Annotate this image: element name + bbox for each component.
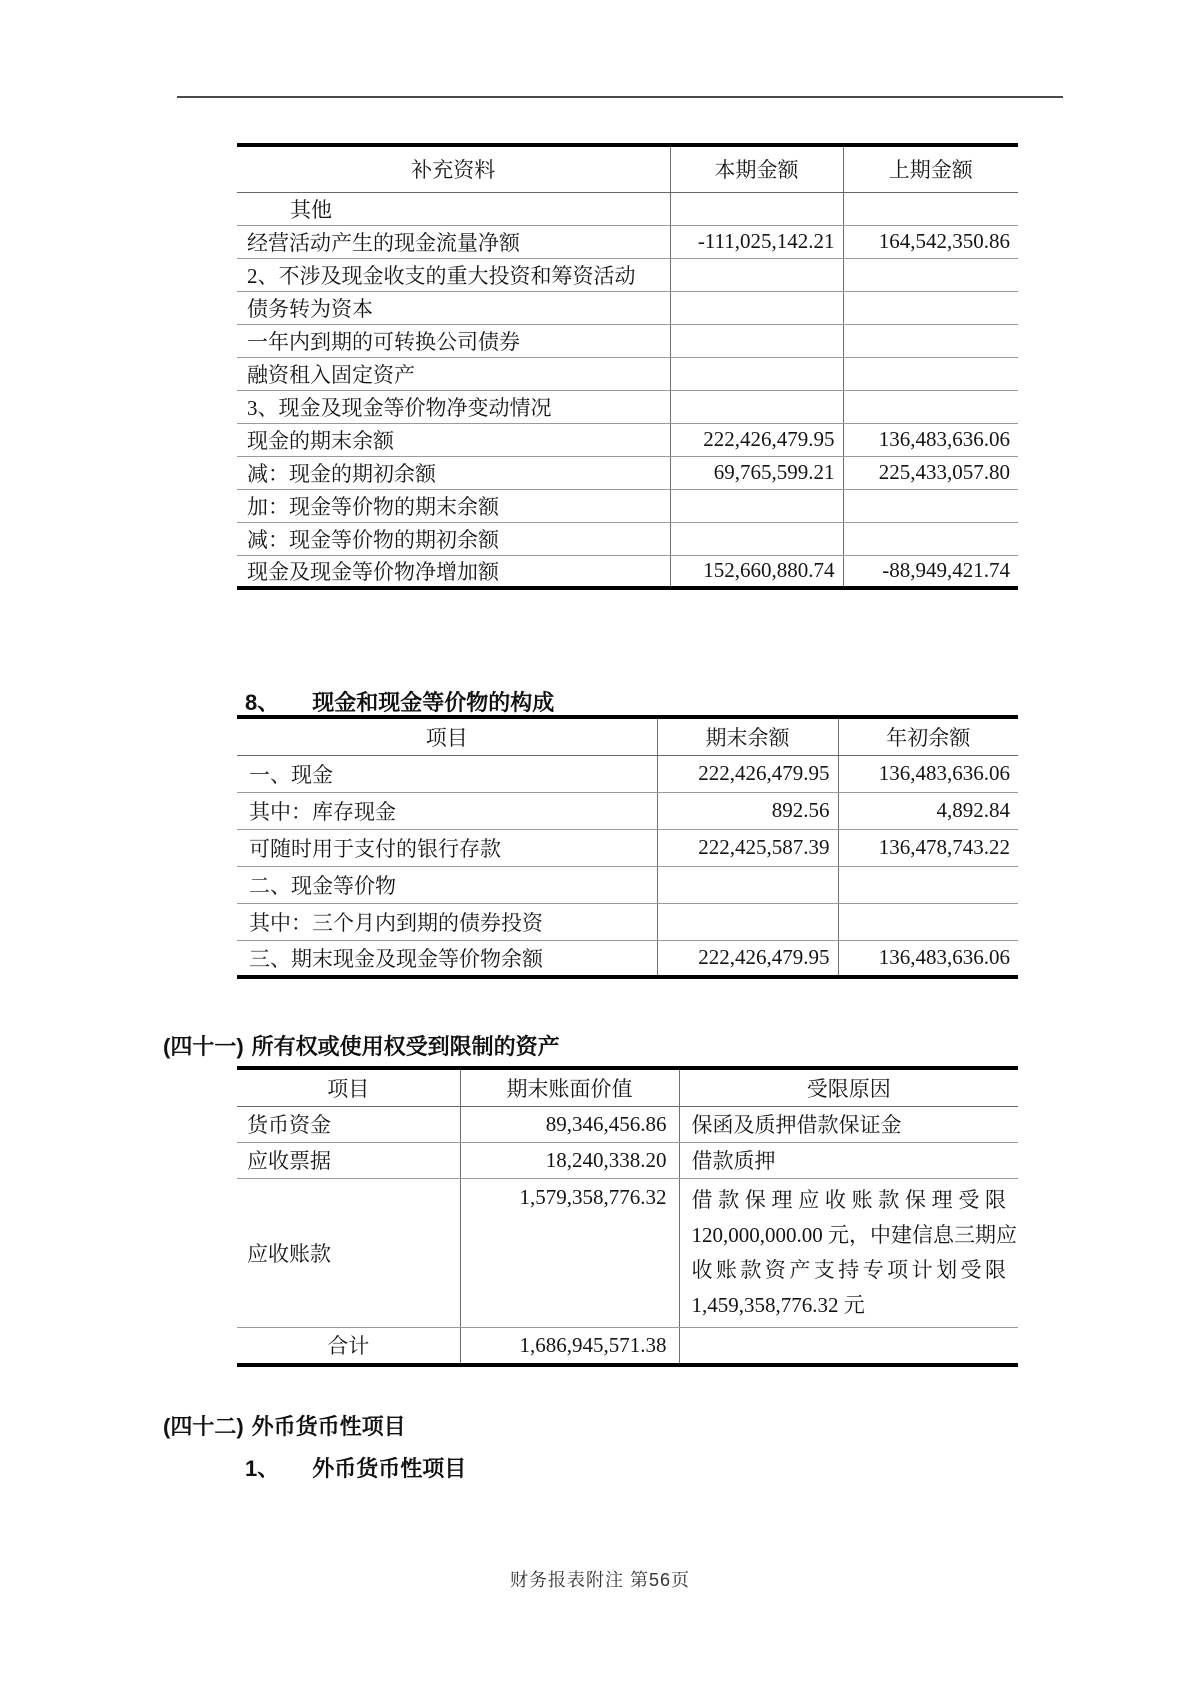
- table-row: [237, 1106, 1018, 1142]
- table-row: [237, 390, 1018, 423]
- cash-composition-table: [237, 715, 1018, 979]
- table-row: [237, 258, 1018, 291]
- table-row: [237, 792, 1018, 829]
- column-header: 补充资料: [237, 145, 670, 192]
- table-row: [237, 456, 1018, 489]
- current-amount: [670, 192, 843, 225]
- table-row: [237, 192, 1018, 225]
- prior-amount: 225,433,057.80: [843, 456, 1018, 489]
- current-amount: 222,426,479.95: [670, 423, 843, 456]
- section-heading-42: [163, 1410, 406, 1441]
- supplementary-info-table: [237, 143, 1018, 590]
- prior-amount: [843, 192, 1018, 225]
- current-amount: [670, 258, 843, 291]
- row-label: 债务转为资本: [237, 291, 670, 324]
- table-row: [237, 755, 1018, 792]
- prior-amount: [843, 291, 1018, 324]
- subsection-number: 1、: [245, 1456, 280, 1481]
- current-amount: [670, 390, 843, 423]
- beginning-balance: [838, 903, 1018, 940]
- prior-amount: [843, 357, 1018, 390]
- current-amount: [670, 489, 843, 522]
- table-row: [237, 940, 1018, 977]
- table-row: [237, 291, 1018, 324]
- section-number: 8、: [245, 690, 280, 715]
- row-label: 融资租入固定资产: [237, 357, 670, 390]
- row-label: 减：现金的期初余额: [237, 456, 670, 489]
- table-row: [237, 555, 1018, 588]
- row-label: 现金的期末余额: [237, 423, 670, 456]
- book-value: 1,579,358,776.32: [460, 1178, 679, 1327]
- prior-amount: 136,483,636.06: [843, 423, 1018, 456]
- book-value: 18,240,338.20: [460, 1142, 679, 1178]
- row-label: 可随时用于支付的银行存款: [237, 829, 657, 866]
- column-header: 本期金额: [670, 145, 843, 192]
- restriction-reason: [679, 1178, 1018, 1327]
- ending-balance: 222,426,479.95: [657, 755, 838, 792]
- table-row: [237, 866, 1018, 903]
- subsection-heading-42-1: [245, 1452, 466, 1483]
- prior-amount: 164,542,350.86: [843, 225, 1018, 258]
- ending-balance: 222,426,479.95: [657, 940, 838, 977]
- total-label: 合计: [327, 1334, 370, 1359]
- row-label: 其他: [237, 192, 670, 225]
- table-total-row: [237, 1327, 1018, 1365]
- table-header-row: [237, 1068, 1018, 1106]
- restricted-assets-table: [237, 1066, 1018, 1367]
- reason-text-line: 收账款资产支持专项计划受限: [691, 1257, 1006, 1282]
- row-label: 三、期末现金及现金等价物余额: [249, 946, 543, 971]
- book-value: 89,346,456.86: [460, 1106, 679, 1142]
- column-header: 项目: [237, 1068, 460, 1106]
- row-label: 3、现金及现金等价物净变动情况: [237, 390, 670, 423]
- table-row: [237, 829, 1018, 866]
- table-row: [237, 324, 1018, 357]
- row-label: 2、不涉及现金收支的重大投资和筹资活动: [237, 258, 670, 291]
- row-label: 减：现金等价物的期初余额: [237, 522, 670, 555]
- table-row: [237, 522, 1018, 555]
- section-title: 所有权或使用权受到限制的资产: [251, 1034, 560, 1059]
- row-label: 其中：库存现金: [237, 792, 657, 829]
- row-label: 一、现金: [237, 755, 657, 792]
- column-header: 年初余额: [838, 717, 1018, 755]
- beginning-balance: 136,483,636.06: [838, 940, 1018, 977]
- table-row: [237, 357, 1018, 390]
- table-row: [237, 489, 1018, 522]
- table-header-row: [237, 717, 1018, 755]
- table-row: [237, 423, 1018, 456]
- section-number: (四十二): [163, 1414, 244, 1439]
- row-label: 加：现金等价物的期末余额: [237, 489, 670, 522]
- section-title: 现金和现金等价物的构成: [312, 690, 555, 715]
- reason-text-line: 120,000,000.00 元，中建信息三期应: [691, 1222, 1017, 1247]
- beginning-balance: 136,478,743.22: [838, 829, 1018, 866]
- current-amount: -111,025,142.21: [670, 225, 843, 258]
- column-header: 项目: [237, 717, 657, 755]
- restriction-reason: 保函及质押借款保证金: [679, 1106, 1018, 1142]
- row-label: 货币资金: [237, 1106, 460, 1142]
- row-label: 一年内到期的可转换公司债券: [237, 324, 670, 357]
- row-label: 二、现金等价物: [237, 866, 657, 903]
- prior-amount: -88,949,421.74: [843, 555, 1018, 588]
- subsection-title: 外币货币性项目: [312, 1456, 467, 1481]
- current-amount: 152,660,880.74: [670, 555, 843, 588]
- current-amount: [670, 522, 843, 555]
- page-footer: 财务报表附注 第56页: [509, 1570, 691, 1590]
- column-header: 上期金额: [843, 145, 1018, 192]
- total-value: 1,686,945,571.38: [460, 1327, 679, 1365]
- ending-balance: 222,425,587.39: [657, 829, 838, 866]
- current-amount: [670, 324, 843, 357]
- prior-amount: [843, 489, 1018, 522]
- restriction-reason: 借款质押: [679, 1142, 1018, 1178]
- section-heading-41: [163, 1030, 560, 1061]
- prior-amount: [843, 522, 1018, 555]
- table-row: [237, 903, 1018, 940]
- row-label: 经营活动产生的现金流量净额: [237, 225, 670, 258]
- current-amount: [670, 291, 843, 324]
- page-header-rule: [177, 96, 1063, 98]
- reason-text: [680, 1179, 1019, 1327]
- reason-text-line: 1,459,358,776.32 元: [691, 1292, 865, 1317]
- section-title: 外币货币性项目: [251, 1414, 406, 1439]
- row-label: 其中：三个月内到期的债券投资: [237, 903, 657, 940]
- beginning-balance: 136,483,636.06: [838, 755, 1018, 792]
- column-header: 受限原因: [679, 1068, 1018, 1106]
- beginning-balance: 4,892.84: [838, 792, 1018, 829]
- section-number: (四十一): [163, 1034, 244, 1059]
- ending-balance: 892.56: [657, 792, 838, 829]
- ending-balance: [657, 866, 838, 903]
- column-header: 期末余额: [657, 717, 838, 755]
- ending-balance: [657, 903, 838, 940]
- row-label: 应收票据: [237, 1142, 460, 1178]
- beginning-balance: [838, 866, 1018, 903]
- table-row: [237, 1142, 1018, 1178]
- row-label: 应收账款: [237, 1178, 460, 1327]
- restriction-reason: [679, 1327, 1018, 1365]
- row-label: 现金及现金等价物净增加额: [247, 559, 499, 584]
- table-row: [237, 1178, 1018, 1327]
- table-row: [237, 225, 1018, 258]
- section-heading-8: [245, 686, 554, 717]
- table-header-row: [237, 145, 1018, 192]
- current-amount: [670, 357, 843, 390]
- prior-amount: [843, 258, 1018, 291]
- current-amount: 69,765,599.21: [670, 456, 843, 489]
- column-header: 期末账面价值: [460, 1068, 679, 1106]
- prior-amount: [843, 390, 1018, 423]
- prior-amount: [843, 324, 1018, 357]
- reason-text-line: 借款保理应收账款保理受限: [691, 1187, 1006, 1212]
